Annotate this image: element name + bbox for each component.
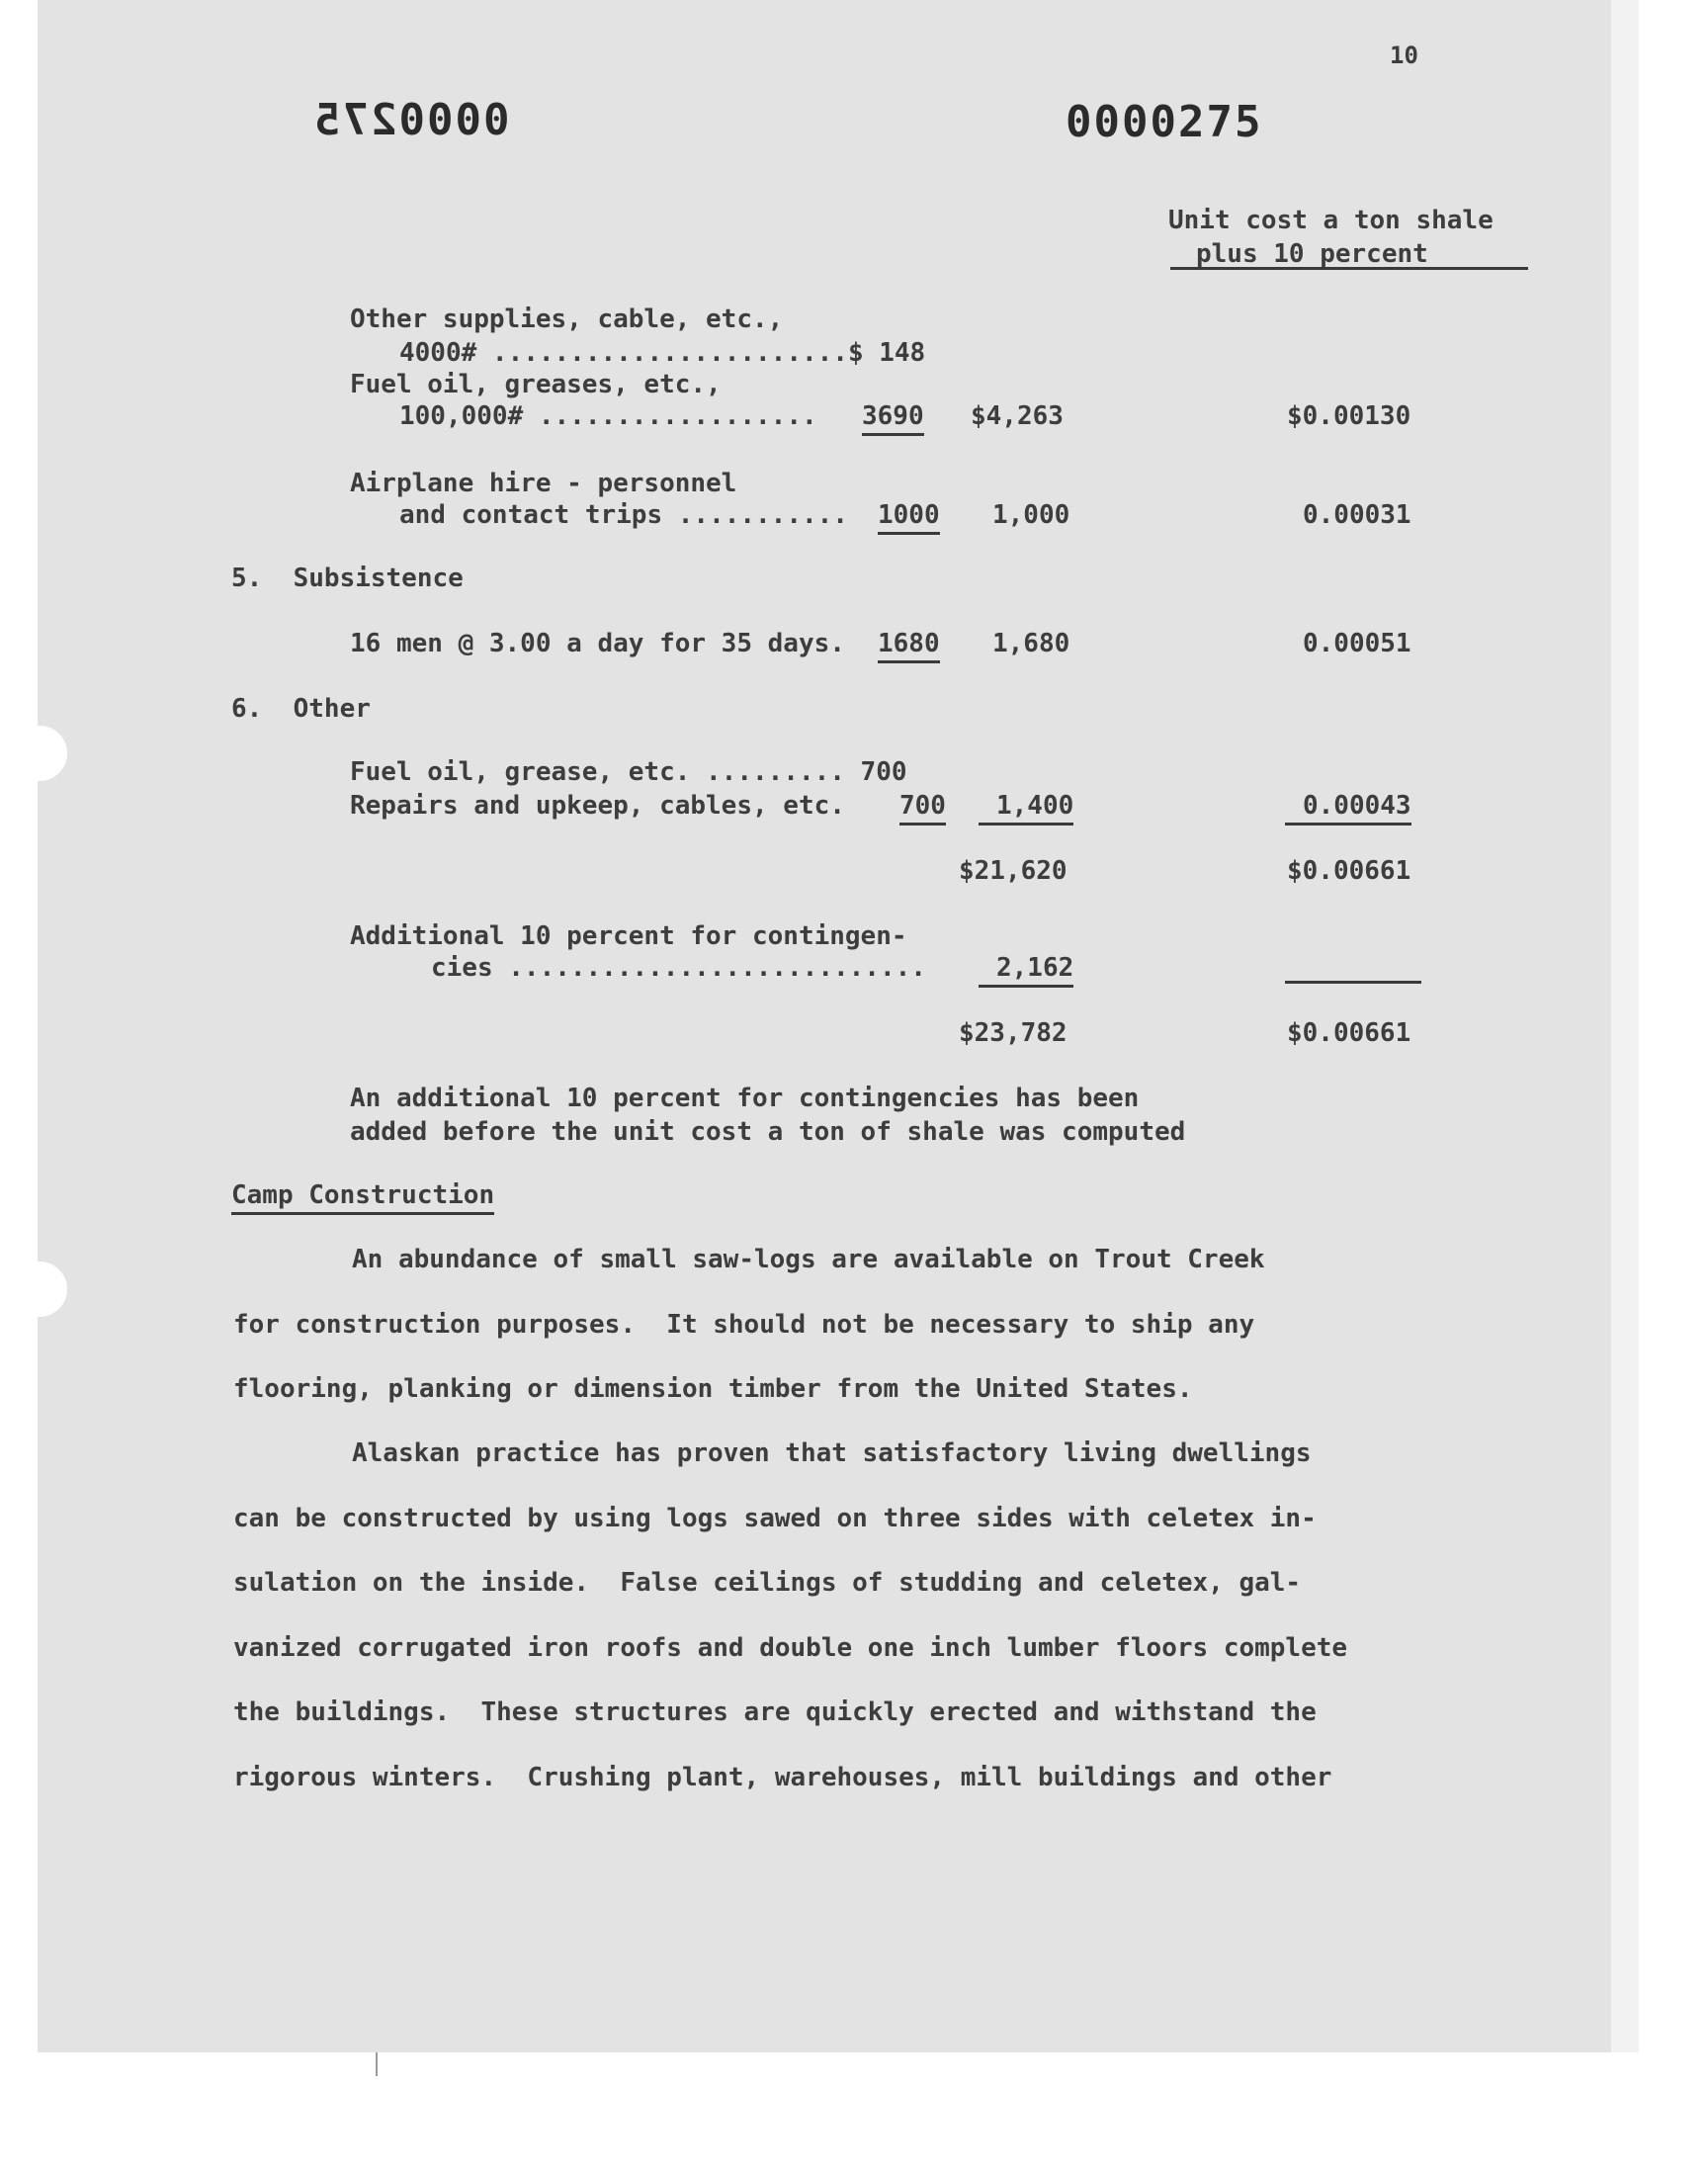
- contingency-amount: 2,162: [979, 951, 1073, 988]
- row-label: 16 men @ 3.00 a day for 35 days.: [350, 629, 845, 658]
- row-item-amount: 700: [899, 789, 946, 826]
- paragraph-line: for construction purposes. It should not be necessary to ship any: [233, 1309, 1255, 1340]
- scan-artifact: [376, 2052, 378, 2076]
- page-edge: [1611, 0, 1639, 2052]
- paragraph: [233, 1422, 1498, 1810]
- row-unit-cost: $0.00130: [1287, 401, 1411, 431]
- paragraph-line: can be constructed by using logs sawed on three sides with celetex in-: [233, 1503, 1317, 1533]
- binder-hole: [38, 1262, 67, 1317]
- row-label: 100,000# ..................: [399, 401, 817, 431]
- contingency-unit-rule: [1285, 981, 1421, 984]
- binder-hole: [38, 726, 67, 781]
- stamp-number: 0000275: [1066, 97, 1263, 147]
- grand-total-unit-cost: $0.00661: [1287, 1018, 1411, 1048]
- paragraph-line: Alaskan practice has proven that satisfactory living dwellings: [352, 1438, 1312, 1468]
- row-item-amount: 1000: [878, 498, 940, 535]
- contingency-label: cies ...........................: [431, 953, 926, 983]
- paragraph-line: rigorous winters. Crushing plant, warehouses, mill buildings and other: [233, 1762, 1332, 1792]
- row-subtotal: 1,400: [979, 789, 1073, 826]
- row-label: Fuel oil, greases, etc.,: [350, 370, 722, 399]
- note-line: added before the unit cost a ton of shale was computed: [350, 1117, 1186, 1147]
- row-label: Airplane hire - personnel: [350, 469, 737, 498]
- paragraph: [233, 1228, 1498, 1423]
- document-page: [38, 0, 1611, 2052]
- row-unit-cost: 0.00051: [1303, 629, 1411, 658]
- paragraph-line: flooring, planking or dimension timber from the United States.: [233, 1374, 1193, 1404]
- row-subtotal: 1,000: [992, 500, 1070, 530]
- row-label: Repairs and upkeep, cables, etc.: [350, 791, 845, 821]
- paragraph-line: An abundance of small saw-logs are available on Trout Creek: [352, 1245, 1265, 1274]
- column-header-rule: [1170, 267, 1528, 270]
- row-label: 4000# .......................$ 148: [399, 338, 926, 368]
- contingency-label: Additional 10 percent for contingen-: [350, 921, 907, 951]
- grand-total-amount: $23,782: [959, 1018, 1068, 1048]
- row-item-amount: 3690: [862, 399, 924, 436]
- note-line: An additional 10 percent for contingencies has been: [350, 1084, 1140, 1113]
- subtotal-amount: $21,620: [959, 856, 1068, 886]
- row-label: and contact trips ...........: [399, 500, 848, 530]
- paragraph-line: vanized corrugated iron roofs and double one inch lumber floors complete: [233, 1632, 1348, 1663]
- row-item-amount: 1680: [878, 627, 940, 663]
- row-unit-cost: 0.00031: [1303, 500, 1411, 530]
- column-header-line-1: Unit cost a ton shale: [1168, 206, 1494, 235]
- column-header-line-2: plus 10 percent: [1196, 239, 1428, 269]
- row-unit-cost: 0.00043: [1285, 789, 1411, 826]
- row-label: Fuel oil, grease, etc. ......... 700: [350, 757, 907, 787]
- mirrored-stamp-number: 0000275: [312, 95, 510, 145]
- section-label: 6. Other: [231, 694, 371, 724]
- row-subtotal: 1,680: [992, 629, 1070, 658]
- subtotal-unit-cost: $0.00661: [1287, 856, 1411, 886]
- paragraph-line: sulation on the inside. False ceilings of studding and celetex, gal-: [233, 1568, 1302, 1598]
- section-label: 5. Subsistence: [231, 564, 464, 593]
- paragraph-line: the buildings. These structures are quickly erected and withstand the: [233, 1697, 1317, 1727]
- row-label: Other supplies, cable, etc.,: [350, 304, 784, 334]
- row-subtotal: $4,263: [971, 401, 1064, 431]
- section-heading: Camp Construction: [231, 1178, 494, 1215]
- page-number: 10: [1390, 42, 1418, 69]
